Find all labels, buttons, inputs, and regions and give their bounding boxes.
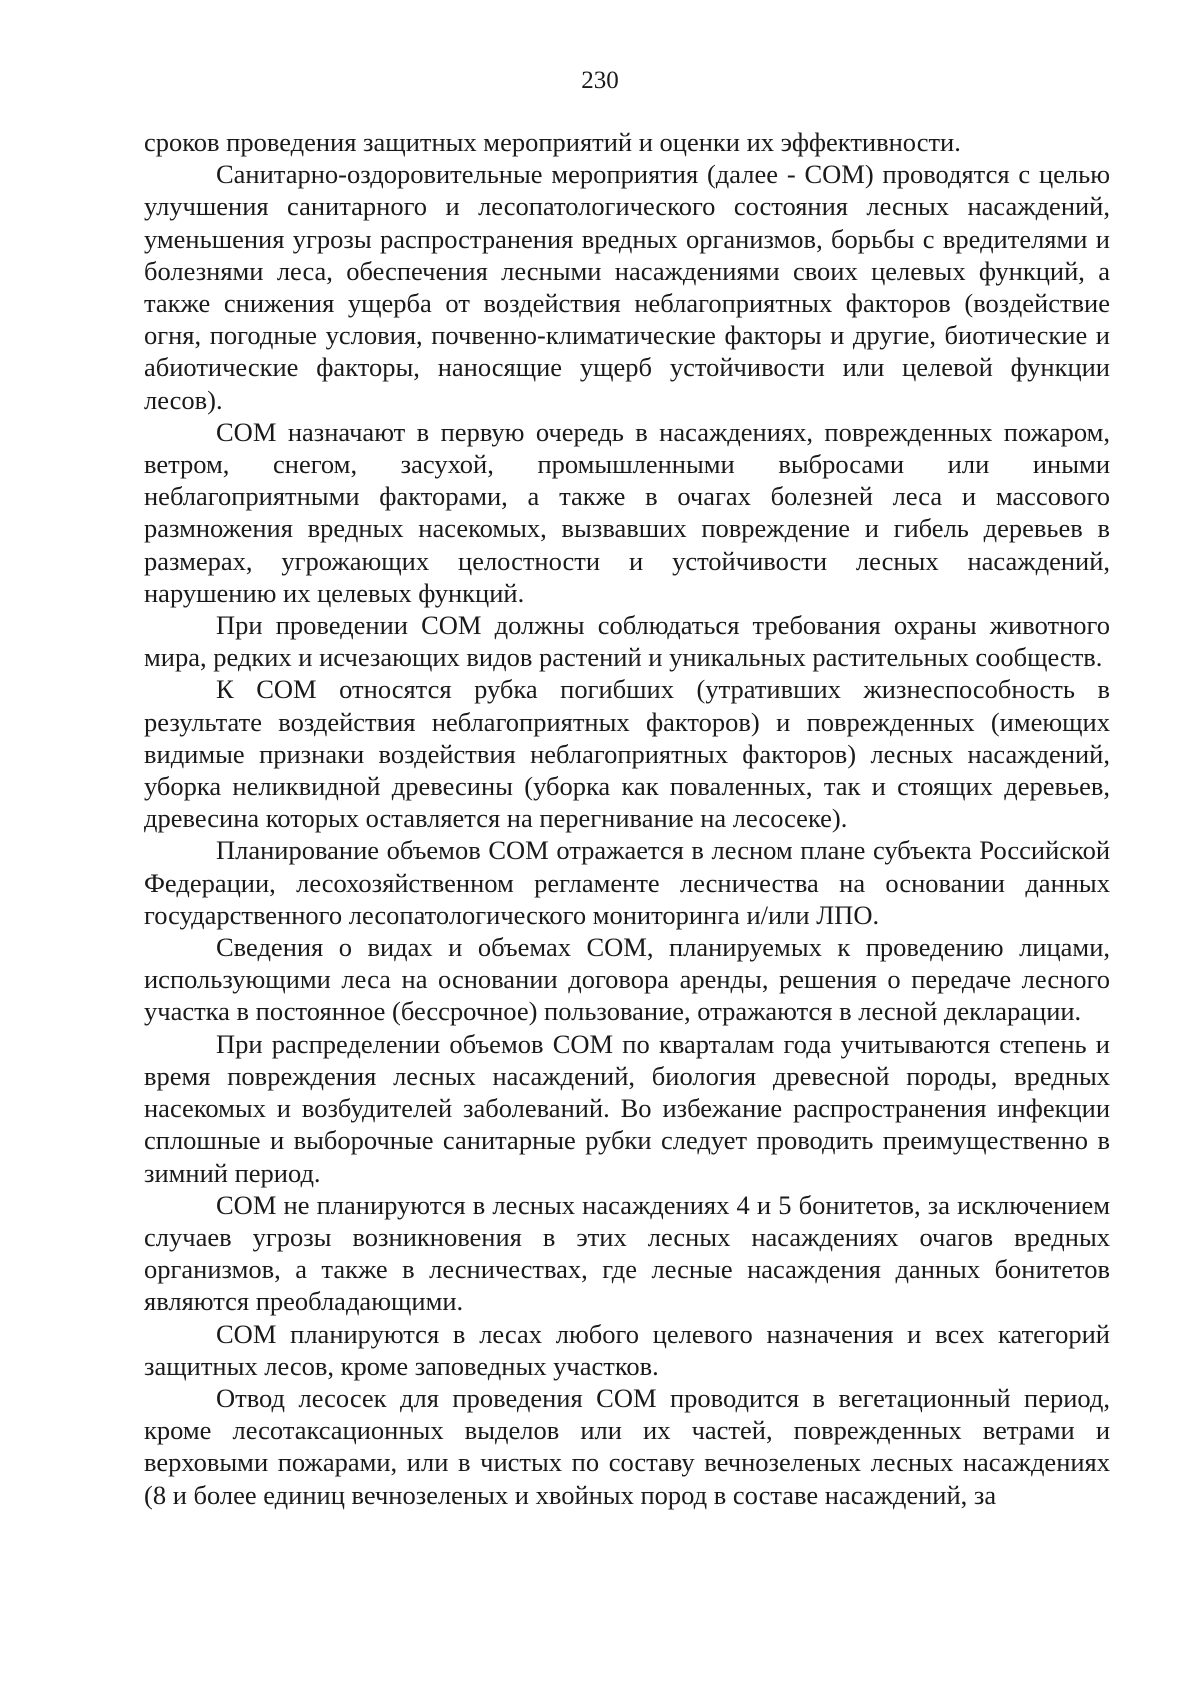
paragraph-wildlife-protection: При проведении СОМ должны соблюдаться требования охраны животного мира, редких и исчезающих видов растений и уникальных растительных сообществ. [144,610,1110,673]
page-number: 230 [581,67,619,94]
paragraph-continuation: сроков проведения защитных мероприятий и оценки их эффективности. [144,127,961,157]
paragraph-som-types: К СОМ относятся рубка погибших (утративших жизнеспособность в результате воздействия неблагоприятных факторов) и поврежденных (имеющих видимые признаки воздействия неблагоприятных факторов) лесных насаждений, уборка неликвидной древесины (уборка как поваленных, так и стоящих деревьев, древесина которых оставляется на перегнивание на лесосеке). [144,674,1110,834]
paragraph-som-definition: Санитарно-оздоровительные мероприятия (далее - СОМ) проводятся с целью улучшения санитарного и лесопатологического состояния лесных насаждений, уменьшения угрозы распространения вредных организмов, борьбы с вредителями и болезнями леса, обеспечения лесными насаждениями своих целевых функций, а также снижения ущерба от воздействия неблагоприятных факторов (воздействие огня, погодные условия, почвенно-климатические факторы и другие, биотические и абиотические факторы, наносящие ущерб устойчивости или целевой функции лесов). [144,159,1110,415]
paragraph-declaration: Сведения о видах и объемах СОМ, планируемых к проведению лицами, использующими леса на основании договора аренды, решения о передаче лесного участка в постоянное (бессрочное) пользование, отражаются в лесной декларации. [144,932,1110,1027]
paragraph-cutting-area-allocation: Отвод лесосек для проведения СОМ проводится в вегетационный период, кроме лесотаксационных выделов или их частей, поврежденных ветрами и верховыми пожарами, или в чистых по составу вечнозеленых лесных насаждениях (8 и более единиц вечнозеленых и хвойных пород в составе насаждений, за [144,1382,1110,1510]
paragraph-som-assignment: СОМ назначают в первую очередь в насаждениях, поврежденных пожаром, ветром, снегом, засухой, промышленными выбросами или иными неблагоприятными факторами, а также в очагах болезней леса и массового размножения вредных насекомых, вызвавших повреждение и гибель деревьев в размерах, угрожающих целостности и устойчивости лесных насаждений, нарушению их целевых функций. [144,416,1110,608]
paragraph-bonitet-exclusion: СОМ не планируются в лесных насаждениях 4 и 5 бонитетов, за исключением случаев угрозы возникновения в этих лесных насаждениях очагов вредных организмов, а также в лесничествах, где лесные насаждения данных бонитетов являются преобладающими. [144,1189,1110,1317]
paragraph-forest-categories: СОМ планируются в лесах любого целевого назначения и всех категорий защитных лесов, кроме заповедных участков. [144,1318,1110,1381]
document-body [144,126,1110,1511]
paragraph-quarterly-distribution: При распределении объемов СОМ по кварталам года учитываются степень и время повреждения лесных насаждений, биология древесной породы, вредных насекомых и возбудителей заболеваний. Во избежание распространения инфекции сплошные и выборочные санитарные рубки следует проводить преимущественно в зимний период. [144,1028,1110,1188]
paragraph-planning: Планирование объемов СОМ отражается в лесном плане субъекта Российской Федерации, лесохозяйственном регламенте лесничества на основании данных государственного лесопатологического мониторинга и/или ЛПО. [144,835,1110,930]
